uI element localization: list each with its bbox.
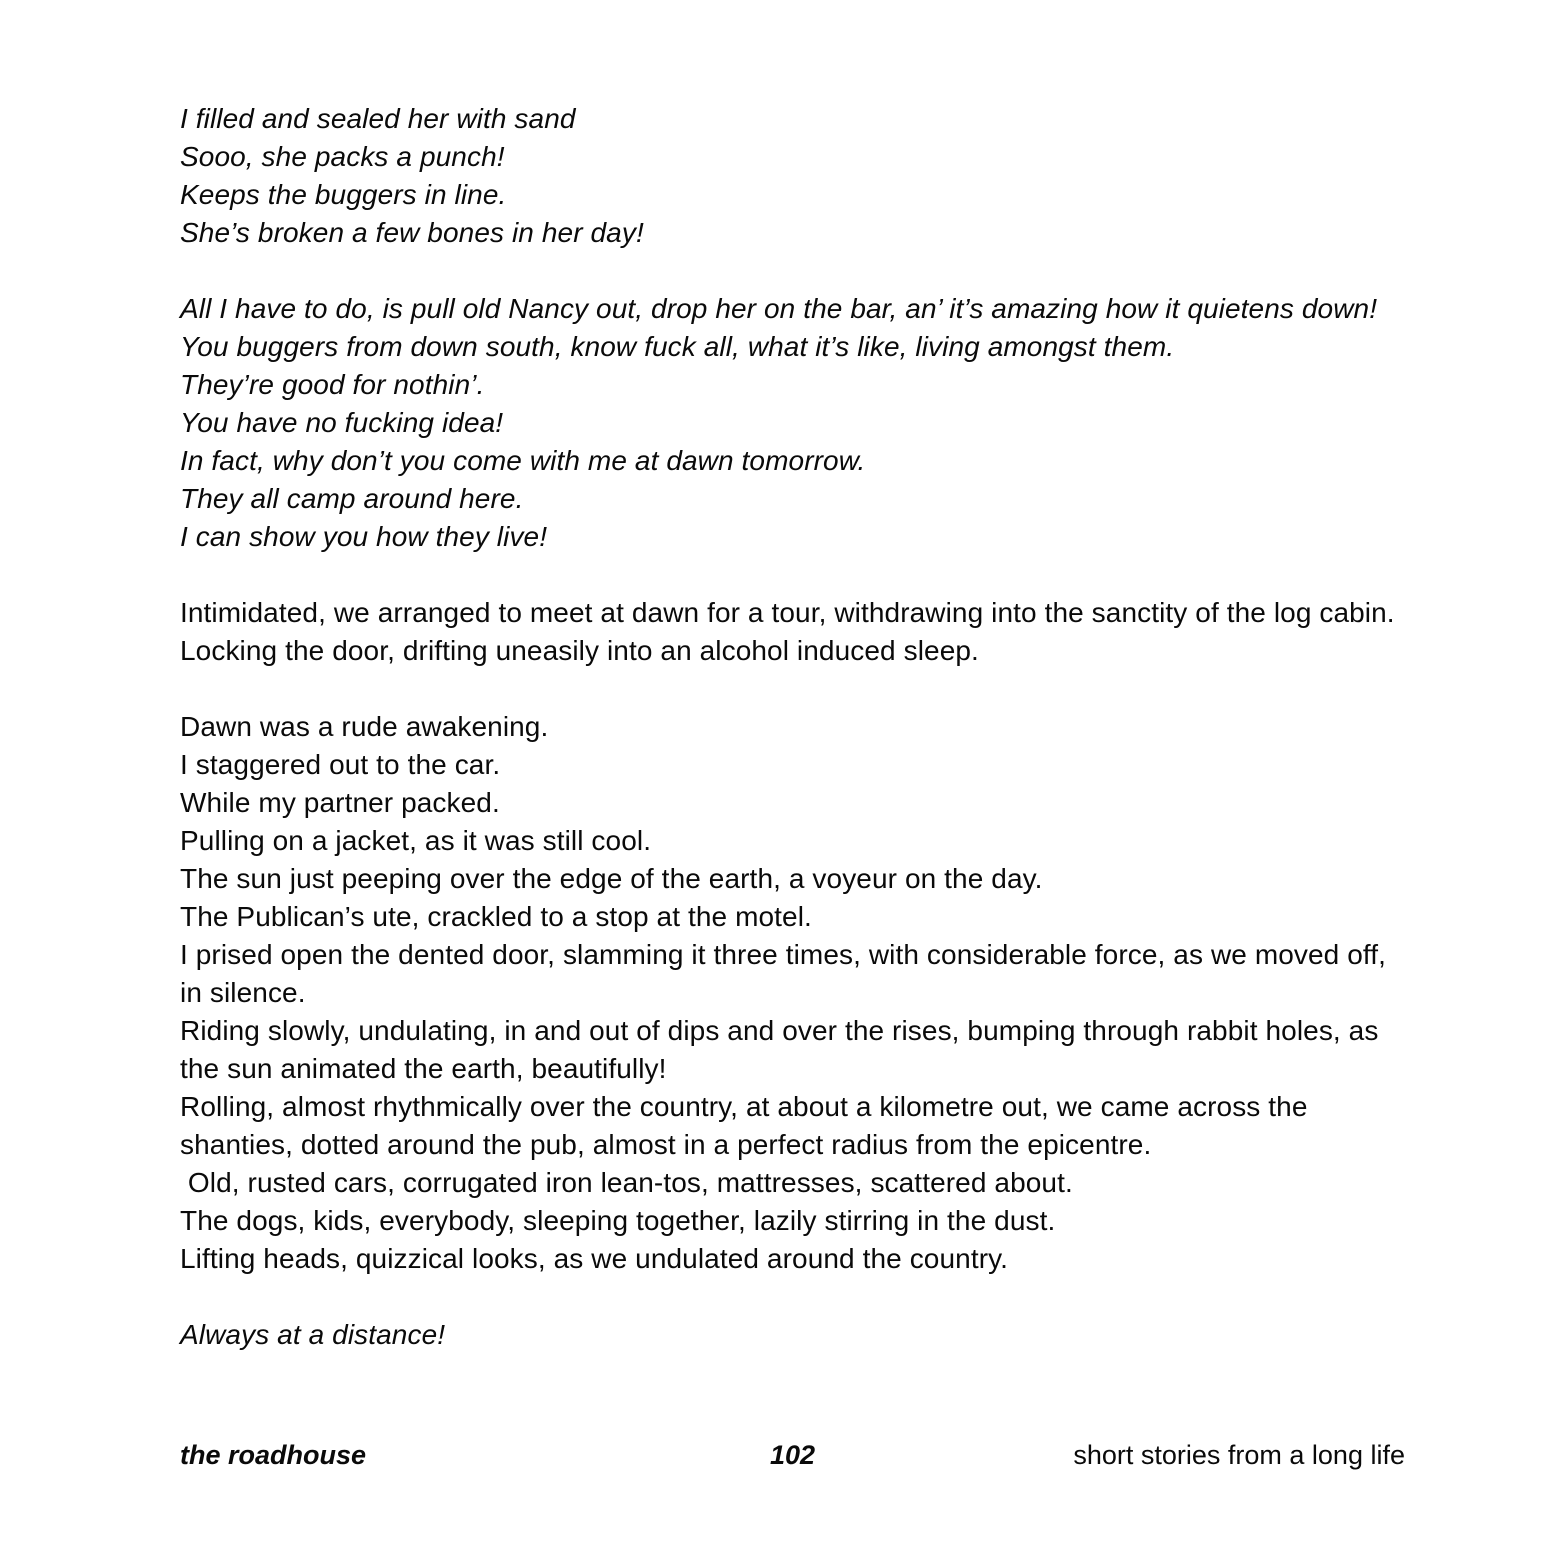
footer-book-title: the roadhouse xyxy=(180,1440,367,1470)
text-line: I staggered out to the car. xyxy=(180,749,501,780)
text-line: Keeps the buggers in line. xyxy=(180,179,507,210)
page-body xyxy=(180,100,1408,1392)
footer-subtitle: short stories from a long life xyxy=(1073,1440,1405,1470)
text-line: They all camp around here. xyxy=(180,483,524,514)
paragraph-block xyxy=(180,290,1408,556)
paragraph-block xyxy=(180,594,1408,670)
text-line: I can show you how they live! xyxy=(180,521,548,552)
text-line: You buggers from down south, know fuck all, what it’s like, living amongst them. xyxy=(180,331,1175,362)
text-line: Sooo, she packs a punch! xyxy=(180,141,505,172)
text-line: Riding slowly, undulating, in and out of dips and over the rises, bumping through rabbit holes, as the sun animated the earth, beautifully! xyxy=(180,1015,1387,1084)
page-footer xyxy=(180,1438,1405,1472)
text-line: Dawn was a rude awakening. xyxy=(180,711,549,742)
paragraph-block xyxy=(180,100,1408,252)
text-line: The Publican’s ute, crackled to a stop at the motel. xyxy=(180,901,812,932)
text-line: The sun just peeping over the edge of the earth, a voyeur on the day. xyxy=(180,863,1043,894)
paragraph-block xyxy=(180,1316,1408,1354)
text-line: In fact, why don’t you come with me at dawn tomorrow. xyxy=(180,445,866,476)
text-line: All I have to do, is pull old Nancy out, drop her on the bar, an’ it’s amazing how it quietens down! xyxy=(180,293,1378,324)
text-line: Locking the door, drifting uneasily into an alcohol induced sleep. xyxy=(180,635,979,666)
text-line: I prised open the dented door, slamming it three times, with considerable force, as we moved off, in silence. xyxy=(180,939,1394,1008)
text-line: Intimidated, we arranged to meet at dawn for a tour, withdrawing into the sanctity of the log cabin. xyxy=(180,597,1395,628)
footer-page-number: 102 xyxy=(769,1440,816,1470)
text-line: Pulling on a jacket, as it was still cool. xyxy=(180,825,652,856)
text-line: Old, rusted cars, corrugated iron lean-tos, mattresses, scattered about. xyxy=(180,1167,1073,1198)
text-line: Rolling, almost rhythmically over the country, at about a kilometre out, we came across the shanties, dotted around the pub, almost in a perfect radius from the epicentre. xyxy=(180,1091,1316,1160)
text-line: She’s broken a few bones in her day! xyxy=(180,217,644,248)
text-line: The dogs, kids, everybody, sleeping together, lazily stirring in the dust. xyxy=(180,1205,1056,1236)
text-line: While my partner packed. xyxy=(180,787,500,818)
text-line: I filled and sealed her with sand xyxy=(180,103,576,134)
text-line: Lifting heads, quizzical looks, as we undulated around the country. xyxy=(180,1243,1009,1274)
text-line: Always at a distance! xyxy=(180,1319,446,1350)
paragraph-block xyxy=(180,708,1408,1278)
text-line: You have no fucking idea! xyxy=(180,407,504,438)
text-line: They’re good for nothin’. xyxy=(180,369,485,400)
